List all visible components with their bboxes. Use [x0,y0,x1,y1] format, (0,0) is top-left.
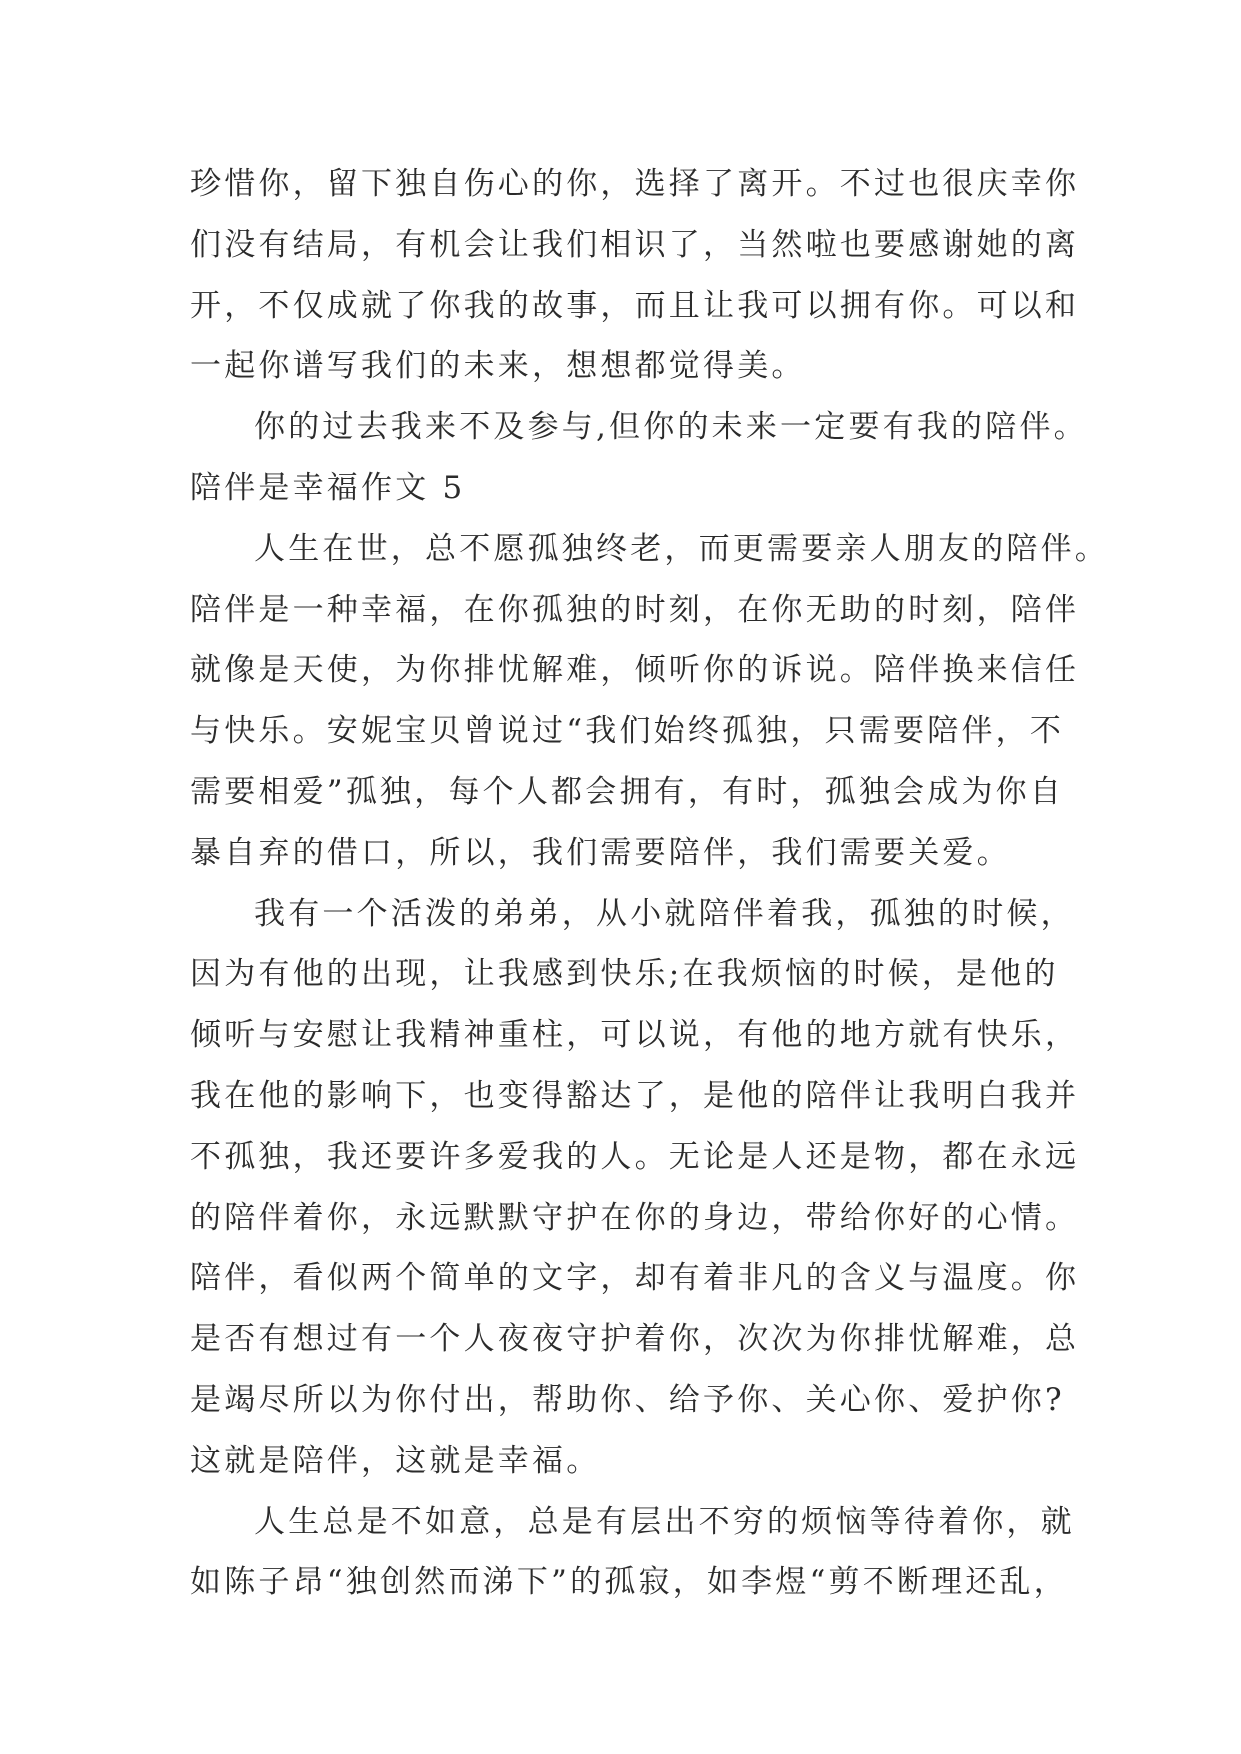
text-line: 开，不仅成就了你我的故事，而且让我可以拥有你。可以和 [190,287,1080,324]
text-line: 是竭尽所以为你付出，帮助你、给予你、关心你、爱护你? [190,1381,1065,1418]
paragraph-first-line: 人生在世，总不愿孤独终老，而更需要亲人朋友的陪伴。 [254,530,1109,567]
text-line: 们没有结局，有机会让我们相识了，当然啦也要感谢她的离 [190,226,1080,263]
text-line: 因为有他的出现，让我感到快乐;在我烦恼的时候，是他的 [190,956,1059,993]
text-line: 的陪伴着你，永远默默守护在你的身边，带给你好的心情。 [190,1199,1080,1236]
text-line: 如陈子昂“独创然而涕下”的孤寂，如李煜“剪不断理还乱， [190,1564,1068,1601]
document-body [190,154,1109,1613]
text-line: 我在他的影响下，也变得豁达了，是他的陪伴让我明白我并 [190,1077,1080,1114]
text-line: 珍惜你，留下独自伤心的你，选择了离开。不过也很庆幸你 [190,166,1080,202]
paragraph-first-line: 人生总是不如意，总是有层出不穷的烦恼等待着你，就 [254,1503,1075,1540]
paragraph-first-line: 你的过去我来不及参与,但你的未来一定要有我的陪伴。 [254,409,1088,446]
text-line: 这就是陪伴，这就是幸福。 [190,1442,601,1479]
text-line: 陪伴是一种幸福，在你孤独的时刻，在你无助的时刻，陪伴 [190,591,1080,628]
text-line: 不孤独，我还要许多爱我的人。无论是人还是物，都在永远 [190,1138,1080,1175]
text-line: 就像是天使，为你排忧解难，倾听你的诉说。陪伴换来信任 [190,652,1080,689]
text-line: 需要相爱”孤独，每个人都会拥有，有时，孤独会成为你自 [190,773,1065,810]
text-line: 陪伴，看似两个简单的文字，却有着非凡的含义与温度。你 [190,1260,1080,1297]
text-line: 倾听与安慰让我精神重柱，可以说，有他的地方就有快乐， [190,1017,1080,1054]
paragraph-first-line: 我有一个活泼的弟弟，从小就陪伴着我，孤独的时候， [254,895,1075,932]
text-line: 一起你谱写我们的未来，想想都觉得美。 [190,348,806,385]
text-line: 是否有想过有一个人夜夜守护着你，次次为你排忧解难，总 [190,1321,1080,1358]
text-line: 与快乐。安妮宝贝曾说过“我们始终孤独，只需要陪伴，不 [190,713,1065,750]
section-heading: 陪伴是幸福作文 5 [190,469,466,506]
text-line: 暴自弃的借口，所以，我们需要陪伴，我们需要关爱。 [190,834,1011,871]
